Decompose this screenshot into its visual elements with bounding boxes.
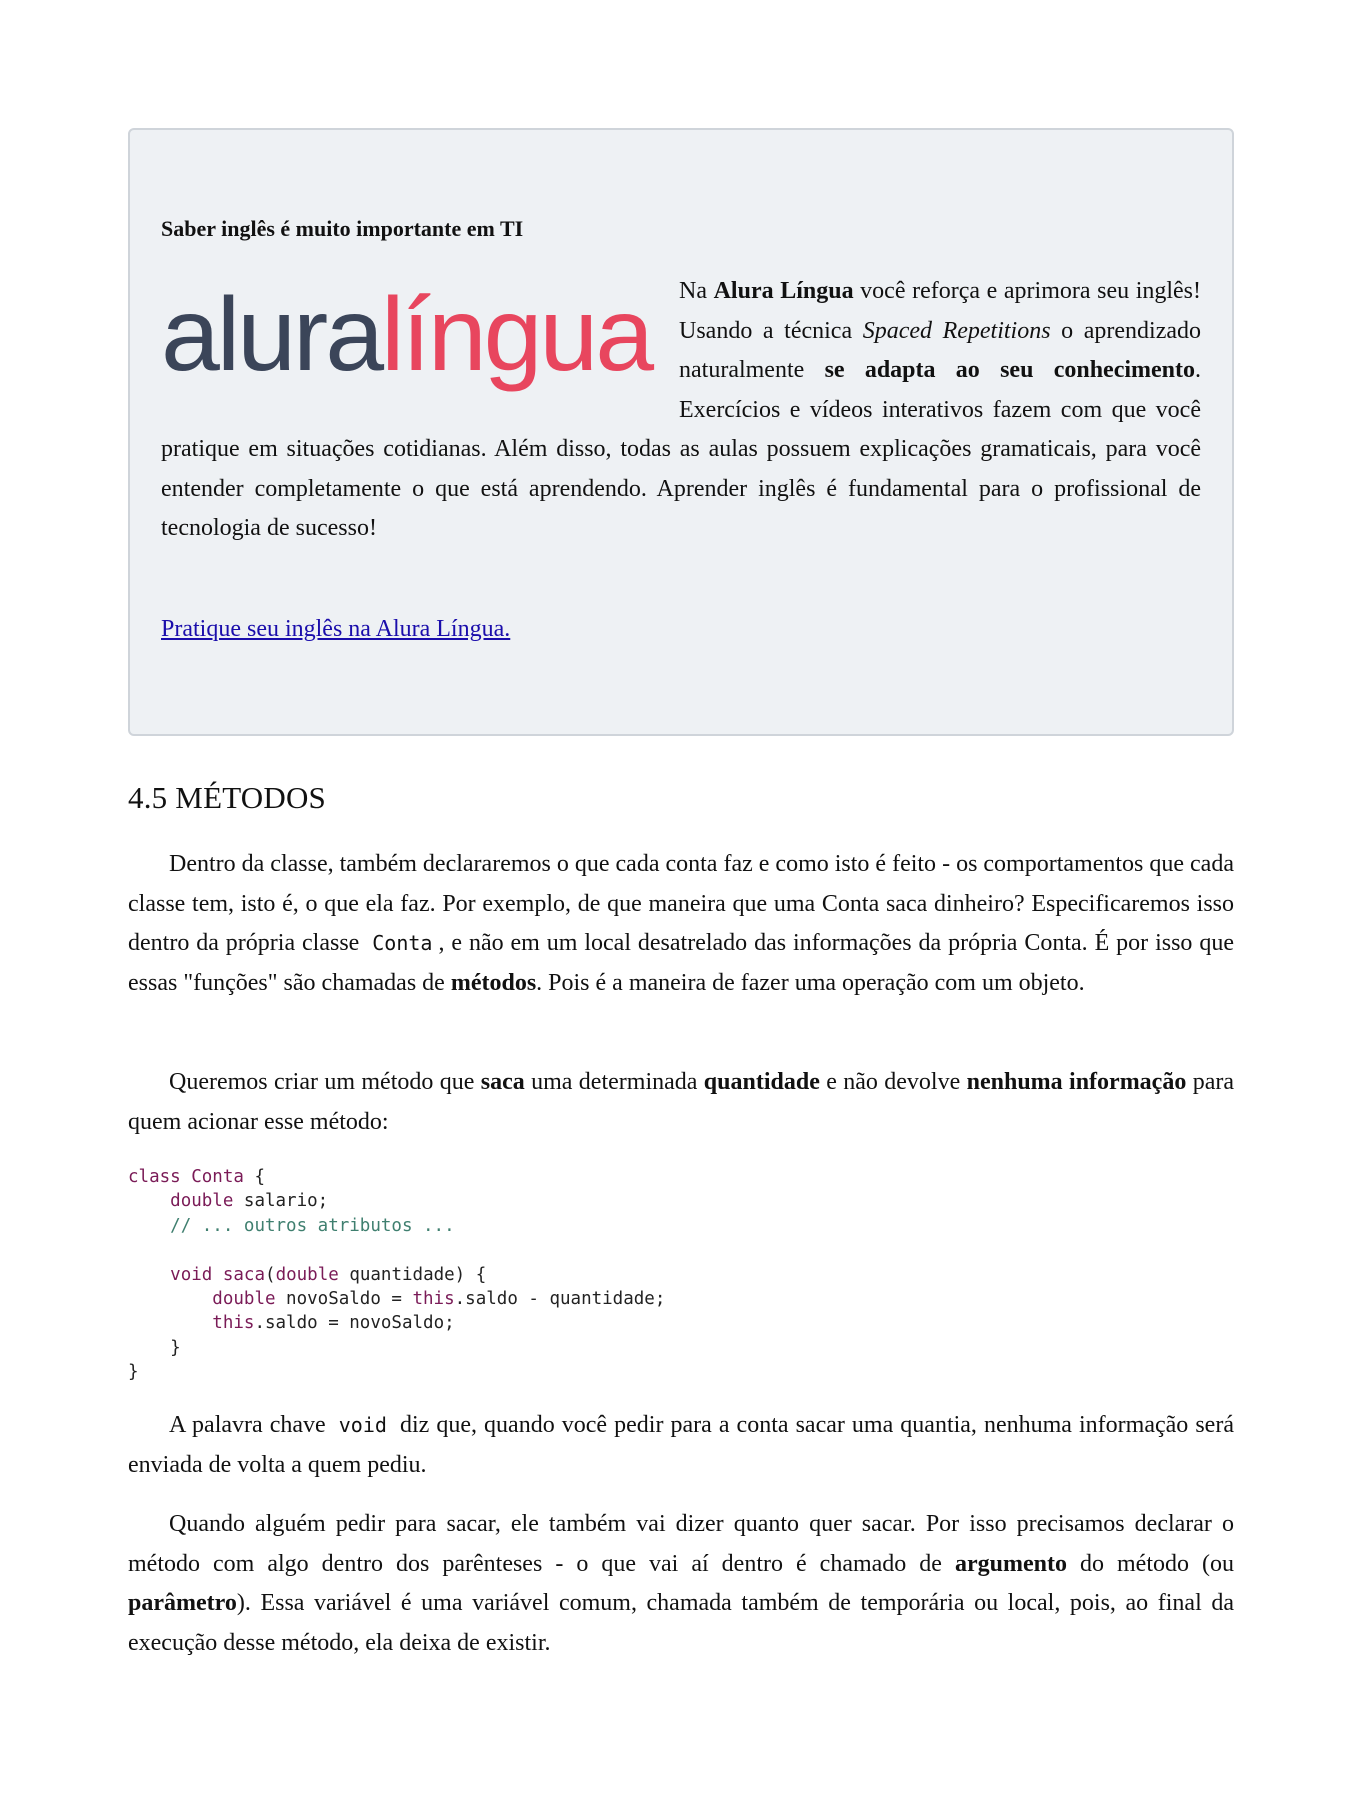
code-token: double [170,1191,234,1212]
paragraph-void [128,1406,1234,1485]
bold-quantidade: quantidade [703,1069,820,1095]
logo-word-alura: alura [161,277,378,393]
callout-body [161,272,1201,549]
promo-callout-box [128,128,1234,736]
code-token: .saldo = novoSaldo; [254,1313,455,1334]
callout-text: . Exercícios e vídeos interativos fazem com que você pratique em situações cotidianas. Além disso, todas as aulas possuem explicações gramaticais, para você entender completamente o que está aprendendo. Aprender inglês é fundamental para o profissional de tecnologia de sucesso! [161,357,1201,541]
text: para quem acionar esse método: [128,1069,1235,1135]
code-token: this [412,1289,455,1310]
bold-parametro: parâmetro [128,1590,237,1616]
code-token: double [212,1289,276,1310]
code-token: quantidade) { [338,1264,487,1285]
alura-lingua-logo [161,272,661,422]
text: do método (ou [1066,1550,1234,1577]
inline-code-void: void [338,1413,387,1437]
callout-bold-brand: Alura Língua [713,278,854,304]
text: diz que, quando você pedir para a conta sacar uma quantia, nenhuma informação será enviada de volta a quem pediu. [128,1412,1234,1478]
paragraph-argumento [128,1505,1234,1663]
code-token: } [170,1337,181,1358]
code-block [128,1165,665,1385]
section-title: 4.5 MÉTODOS [128,780,326,815]
text: A palavra chave [169,1412,333,1438]
text: , e não em um local desatrelado das informações da própria Conta. É por isso que essas "funções" são chamadas de [128,930,1234,996]
code-token: novoSaldo = [275,1289,413,1310]
bold-argumento: argumento [954,1550,1067,1577]
text: Queremos criar um método que [169,1069,481,1095]
code-token: .saldo - quantidade; [454,1289,666,1310]
inline-code-conta: Conta [372,931,433,955]
code-token: this [212,1313,255,1334]
callout-text: Na [679,278,714,304]
code-token: ( [265,1264,276,1285]
code-comment: // ... outros atributos ... [170,1215,455,1236]
code-token: { [243,1167,265,1187]
bold-nenhuma-informacao: nenhuma informação [966,1069,1187,1095]
code-token: double [275,1264,339,1285]
code-token: class Conta [128,1167,244,1187]
logo-word-lingua: língua [381,277,647,393]
callout-text: o aprendizado naturalmente [679,317,1202,383]
text: ). Essa variável é uma variável comum, chamada também de temporária ou local, pois, ao final da execução desse método, ela deixa de existir. [128,1590,1234,1656]
code-token: } [128,1362,139,1383]
code-token: void [170,1264,213,1285]
code-token: saca [222,1264,266,1285]
text: Quando alguém pedir para sacar, ele também vai dizer quanto quer sacar. Por isso precisamos declarar o método com algo dentro dos parênteses - o que vai aí dentro é chamado de [128,1511,1234,1577]
text: uma determinada [524,1069,704,1095]
paragraph-methods-intro [128,845,1234,1003]
callout-text: você reforça e aprimora seu inglês! Usando a técnica [679,278,1202,344]
bold-saca: saca [480,1069,525,1095]
svg-text:aluralíngua [161,277,654,393]
text: Dentro da classe, também declararemos o que cada conta faz e como isto é feito - os comportamentos que cada classe tem, isto é, o que ela faz. Por exemplo, de que maneira que uma Conta saca dinheiro? Especificaremos isso dentro da própria classe [128,851,1234,956]
text: . Pois é a maneira de fazer uma operação com um objeto. [536,969,1085,996]
text: e não devolve [819,1069,967,1095]
alura-lingua-link[interactable]: Pratique seu inglês na Alura Língua. [161,616,511,642]
callout-bold-adapt: se adapta ao seu conhecimento [824,357,1195,383]
callout-italic-technique: Spaced Repetitions [862,317,1051,344]
code-token: salario; [233,1191,329,1212]
paragraph-saca-intro [128,1063,1234,1142]
bold-metodos: métodos [450,969,537,996]
callout-title: Saber inglês é muito importante em TI [161,216,524,241]
